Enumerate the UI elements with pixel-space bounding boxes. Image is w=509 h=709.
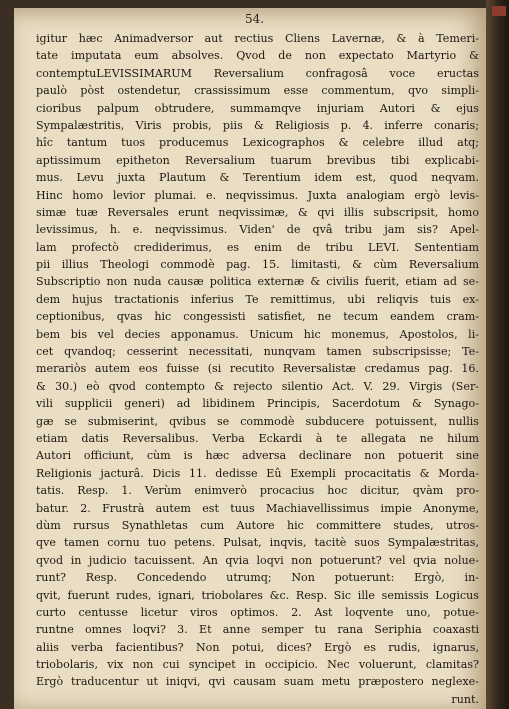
text-line: runtne omnes loqvi? 3. Et anne semper tu rana Seriphia coaxasti <box>36 623 479 637</box>
page-number: 54. <box>244 12 265 26</box>
text-line: pii illius Theologi commodè pag. 15. limitasti, & cùm Reversalium <box>36 258 479 272</box>
text-line: batur. 2. Frustrà autem est tuus Machiavellissimus impie Anonyme, <box>36 501 479 515</box>
text-line: aliis verba facientibus? Non potui, dices? Ergò es rudis, ignarus, <box>36 640 479 654</box>
text-line: gæ se submiserint, qvibus se commodè subducere potuissent, nullis <box>36 414 479 428</box>
text-line: Religionis jacturâ. Dicis 11. dedisse Eû Exempli procacitatis & Morda- <box>36 466 479 480</box>
text-line: Sympalæstritis, Viris probis, piis & Religiosis p. 4. inferre conaris; <box>36 118 479 132</box>
text-line: Subscriptio non nuda causæ politica externæ & civilis fuerit, etiam ad se- <box>36 275 479 289</box>
text-line: runt. <box>451 692 479 706</box>
adjacent-page-edge <box>486 0 509 709</box>
text-line: & 30.) eò qvod contempto & rejecto silentio Act. V. 29. Virgis (Ser- <box>36 379 479 393</box>
text-block <box>36 30 479 708</box>
text-line: dem hujus tractationis inferius Te remittimus, ubi reliqvis tuis ex- <box>36 292 479 306</box>
text-line: mus. Levu juxta Plautum & Terentium idem est, quod neqvam. <box>36 171 479 185</box>
text-line: qve tamen cornu tuo petens. Pulsat, inqvis, tacitè suos Sympalæstritas, <box>36 536 479 550</box>
text-line: merariòs autem eos fuisse (si recutito Reversalistæ credamus pag. 16. <box>36 362 479 376</box>
text-line: aptissimum epitheton Reversalium tuarum brevibus tibi explicabi- <box>36 153 479 167</box>
text-line: vili supplicii generi) ad libidinem Principis, Sacerdotum & Synago- <box>36 397 479 411</box>
text-line: runt? Resp. Concedendo utrumq; Non potuerunt: Ergò, in- <box>36 571 479 585</box>
text-line: cet qvandoq; cesserint necessitati, nunqvam tamen subscripsisse; Te- <box>36 345 479 359</box>
text-line: qvit, fuerunt rudes, ignari, triobolares &c. Resp. Sic ille semissis Logicus <box>36 588 479 602</box>
text-line: ceptionibus, qvas hic congessisti satisfiet, ne tecum eandem cram- <box>36 310 479 324</box>
text-line: levissimus, h. e. neqvissimus. Viden' de qvâ tribu jam sis? Apel- <box>36 223 479 237</box>
text-line: Ergò traducentur ut iniqvi, qvi causam suam metu præpostero neglexe- <box>36 675 479 689</box>
text-line: curto centusse licetur viros optimos. 2. Ast loqvente uno, potue- <box>36 605 479 619</box>
text-line: Hinc homo levior plumai. e. neqvissimus. Juxta analogiam ergò levis- <box>36 188 479 202</box>
text-line: qvod in judicio tacuissent. An qvia loqvi non potuerunt? vel qvia nolue- <box>36 553 479 567</box>
text-line: contemptuLEVISSIMARUM Reversalium confragosâ voce eructas <box>36 66 479 80</box>
text-line: hîc tantum tuos producemus Lexicographos & celebre illud atq; <box>36 136 479 150</box>
text-line: Autori officiunt, cùm is hæc adversa declinare non potuerit sine <box>36 449 479 463</box>
text-line: dùm rursus Synathletas cum Autore hic committere studes, utros- <box>36 518 479 532</box>
text-line: etiam datis Reversalibus. Verba Eckardi à te allegata ne hilum <box>36 431 479 445</box>
text-line: tatis. Resp. 1. Verùm enimverò procacius hoc dicitur, qvàm pro- <box>36 484 479 498</box>
text-line: triobolaris, vix non cui syncipet in occipicio. Nec voluerunt, clamitas? <box>36 658 479 672</box>
text-line: cioribus palpum obtrudere, summamqve injuriam Autori & ejus <box>36 101 479 115</box>
text-line: paulò pòst ostendetur, crassissimum esse commentum, qvo simpli- <box>36 84 479 98</box>
text-line: bem bis vel decies apponamus. Unicum hic monemus, Apostolos, li- <box>36 327 479 341</box>
text-line: tate imputata eum absolves. Qvod de non expectato Martyrio & <box>36 49 479 63</box>
text-line: igitur hæc Animadversor aut rectius Cliens Lavernæ, & à Temeri- <box>36 32 479 45</box>
text-line: lam profectò crediderimus, es enim de tribu LEVI. Sententiam <box>36 240 479 254</box>
text-line: simæ tuæ Reversales erunt neqvissimæ, & qvi illis subscripsit, homo <box>36 205 479 219</box>
